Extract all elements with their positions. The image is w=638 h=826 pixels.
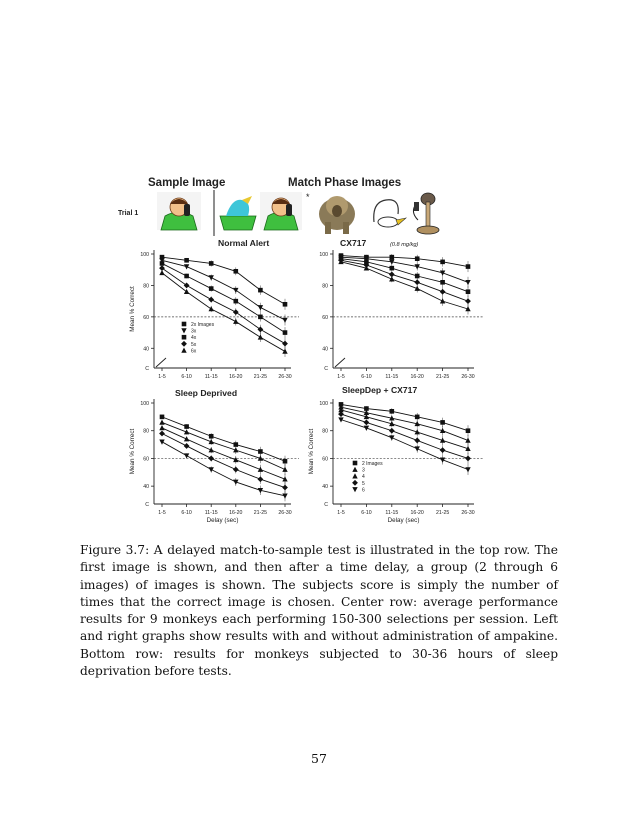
data-point xyxy=(440,447,446,453)
y-tick-label: 40 xyxy=(322,484,328,491)
parrot-in-bowl-picture xyxy=(220,196,256,230)
legend-marker xyxy=(181,341,187,347)
y-tick-label: 100 xyxy=(319,401,328,407)
data-point xyxy=(414,438,420,444)
data-point xyxy=(440,280,445,285)
data-point xyxy=(440,289,446,295)
data-point xyxy=(465,456,471,462)
data-point xyxy=(234,442,239,447)
figure-caption: Figure 3.7: A delayed match-to-sample test is illustrated in the top row. The first image is shown, and then after a time delay, a group (2 through 6 images) of images is shown. The subjects score is simply the number of times that the correct image is chosen. Center row: average performance results for 9 monkeys each performing 150-300 selections per session. Left and right graphs show results with and without administration of ampakine. Bottom row: results for monkeys subjected to 30-36 hours of sleep deprivation before tests. xyxy=(80,543,558,679)
panel-title: Normal Alert xyxy=(218,238,270,248)
x-tick-label: 26-30 xyxy=(278,510,292,516)
y-tick-label: 60 xyxy=(143,314,149,321)
data-point xyxy=(283,330,288,335)
x-tick-label: 11-15 xyxy=(204,374,218,380)
selection-marker: * xyxy=(306,192,310,202)
x-tick-label: 21-25 xyxy=(253,510,268,516)
y-axis-label: Mean % Correct xyxy=(129,428,136,475)
legend-label: 5 xyxy=(362,480,365,487)
y-tick-label: 100 xyxy=(140,252,149,258)
y-tick-label: 40 xyxy=(322,346,328,353)
data-point xyxy=(208,456,214,462)
y-tick-label-control: C xyxy=(145,366,149,372)
x-tick-label: 11-15 xyxy=(385,510,399,516)
charts-area xyxy=(129,238,484,524)
y-tick-label: 80 xyxy=(322,283,328,290)
data-point xyxy=(466,289,471,294)
data-point xyxy=(440,420,445,425)
data-point xyxy=(233,467,239,473)
data-point xyxy=(234,299,239,304)
data-point xyxy=(258,327,264,333)
panel-title: Sleep Deprived xyxy=(175,388,238,398)
chart-panel-2 xyxy=(319,238,484,380)
panel-title: SleepDep + CX717 xyxy=(342,385,418,395)
y-tick-label: 40 xyxy=(143,484,149,491)
x-tick-label: 1-5 xyxy=(158,374,166,380)
series-line xyxy=(341,262,468,309)
legend-marker xyxy=(352,480,358,486)
legend-marker xyxy=(181,328,186,333)
data-point xyxy=(415,256,420,261)
x-tick-label: 21-25 xyxy=(435,510,450,516)
data-point xyxy=(258,334,263,339)
data-point xyxy=(283,302,288,307)
x-tick-label: 26-30 xyxy=(461,510,475,516)
x-tick-label: 6-10 xyxy=(181,374,192,380)
data-point xyxy=(282,467,287,472)
x-axis-label: Delay (sec) xyxy=(206,517,239,524)
data-point xyxy=(258,449,263,454)
chart-panel-1 xyxy=(129,238,299,380)
legend-label: 5x xyxy=(191,341,197,348)
y-tick-label: 80 xyxy=(322,428,328,435)
data-point xyxy=(466,264,471,269)
legend-label: 2x Images xyxy=(191,322,215,328)
sample-image-picture xyxy=(157,192,201,230)
y-tick-label: 60 xyxy=(143,456,149,463)
data-point xyxy=(184,264,189,269)
data-point xyxy=(160,261,165,266)
page-number: 57 xyxy=(311,751,327,766)
data-point xyxy=(184,453,189,458)
data-point xyxy=(282,341,288,347)
data-point xyxy=(390,266,395,271)
series-line xyxy=(162,263,285,332)
data-point xyxy=(159,425,164,430)
x-tick-label: 1-5 xyxy=(158,510,166,516)
data-point xyxy=(209,467,214,472)
trial-label: Trial 1 xyxy=(118,210,139,217)
baboon-picture xyxy=(319,196,355,234)
x-tick-label: 1-5 xyxy=(337,374,345,380)
y-axis-label: Mean % Correct xyxy=(308,428,315,475)
legend-label: 4x xyxy=(191,335,197,342)
data-point xyxy=(414,279,420,285)
x-tick-label: 16-20 xyxy=(410,510,424,516)
data-point xyxy=(184,424,189,429)
data-point xyxy=(465,298,471,304)
series-line xyxy=(162,422,285,469)
y-tick-label: 100 xyxy=(140,401,149,407)
series-line xyxy=(162,442,285,496)
legend-marker xyxy=(181,348,186,353)
data-point xyxy=(440,298,445,303)
x-tick-label: 11-15 xyxy=(385,374,399,380)
data-point xyxy=(282,318,287,323)
legend-marker xyxy=(352,473,357,478)
data-point xyxy=(364,420,370,426)
x-tick-label: 21-25 xyxy=(435,374,450,380)
y-tick-label: 80 xyxy=(143,428,149,435)
data-point xyxy=(159,270,164,275)
x-tick-label: 16-20 xyxy=(229,510,243,516)
y-tick-label: 100 xyxy=(319,252,328,258)
x-tick-label: 26-30 xyxy=(461,374,475,380)
x-tick-label: 11-15 xyxy=(204,510,218,516)
x-axis-label: Delay (sec) xyxy=(387,517,420,524)
data-point xyxy=(209,306,214,311)
legend-marker xyxy=(182,322,187,327)
y-tick-label-control: C xyxy=(324,502,328,508)
legend-label: 6 xyxy=(362,487,365,494)
series-line xyxy=(341,420,468,470)
x-tick-label: 6-10 xyxy=(181,510,192,516)
data-point xyxy=(258,288,263,293)
data-point xyxy=(415,446,420,451)
series-line xyxy=(341,404,468,430)
legend-label: 4 xyxy=(362,474,365,481)
data-point xyxy=(233,309,239,315)
x-tick-label: 21-25 xyxy=(253,374,268,380)
data-point xyxy=(159,431,165,437)
y-axis-label: Mean % Correct xyxy=(129,286,136,332)
data-point xyxy=(234,269,239,274)
panel-title: CX717 xyxy=(340,238,367,248)
data-point xyxy=(209,434,214,439)
man-on-phone-picture xyxy=(260,192,302,230)
data-point xyxy=(184,274,189,279)
data-point xyxy=(283,459,288,464)
legend-marker xyxy=(182,335,187,340)
x-tick-label: 6-10 xyxy=(361,510,372,516)
data-point xyxy=(258,315,263,320)
legend-marker xyxy=(353,461,358,466)
data-point xyxy=(258,476,264,482)
data-point xyxy=(209,261,214,266)
y-tick-label-control: C xyxy=(145,502,149,508)
data-point xyxy=(160,415,165,420)
data-point xyxy=(209,447,214,452)
y-tick-label: 80 xyxy=(143,283,149,290)
legend-marker xyxy=(352,487,357,492)
data-point xyxy=(415,274,420,279)
legend-label: 6x xyxy=(191,348,197,355)
series-line xyxy=(162,433,285,487)
data-point xyxy=(233,319,238,324)
x-tick-label: 1-5 xyxy=(337,510,345,516)
data-point xyxy=(159,420,164,425)
data-point xyxy=(390,409,395,414)
bird-illustration-picture xyxy=(374,200,406,227)
data-point xyxy=(282,485,288,491)
legend-label: 3x xyxy=(191,328,197,335)
data-point xyxy=(209,275,214,280)
y-tick-label: 60 xyxy=(322,314,328,321)
data-point xyxy=(389,435,394,440)
data-point xyxy=(440,260,445,265)
control-arrow xyxy=(156,358,166,367)
data-point xyxy=(389,428,395,434)
legend-label: 3 xyxy=(362,467,365,474)
x-tick-label: 26-30 xyxy=(278,374,292,380)
figure xyxy=(110,160,490,528)
chart-panel-3 xyxy=(129,388,299,524)
y-tick-label: 60 xyxy=(322,456,328,463)
data-point xyxy=(184,258,189,263)
data-point xyxy=(465,467,470,472)
data-point xyxy=(233,288,238,293)
data-point xyxy=(389,276,394,281)
data-point xyxy=(415,415,420,420)
series-line xyxy=(162,268,285,343)
y-tick-label: 40 xyxy=(143,346,149,353)
data-point xyxy=(390,255,395,260)
data-point xyxy=(208,297,214,303)
data-point xyxy=(258,305,263,310)
series-line xyxy=(162,260,285,320)
legend-label: 2 Images xyxy=(362,461,383,467)
sample-image-label: Sample Image xyxy=(148,177,226,189)
data-point xyxy=(282,349,287,354)
panel-subtitle: (0.8 mg/kg) xyxy=(390,242,419,248)
chart-panel-4 xyxy=(308,385,484,524)
x-tick-label: 16-20 xyxy=(229,374,243,380)
data-point xyxy=(184,436,189,441)
data-point xyxy=(209,286,214,291)
data-point xyxy=(184,289,189,294)
data-point xyxy=(159,440,164,445)
data-point xyxy=(184,443,190,449)
candlestick-phone-picture xyxy=(413,193,439,234)
data-point xyxy=(184,283,190,289)
x-tick-label: 6-10 xyxy=(361,374,372,380)
data-point xyxy=(466,428,471,433)
x-tick-label: 16-20 xyxy=(410,374,424,380)
y-tick-label-control: C xyxy=(324,366,328,372)
legend-marker xyxy=(352,467,357,472)
match-phase-label: Match Phase Images xyxy=(288,177,402,189)
data-point xyxy=(282,494,287,499)
series-line xyxy=(162,273,285,355)
data-point xyxy=(465,280,470,285)
control-arrow xyxy=(335,358,345,367)
